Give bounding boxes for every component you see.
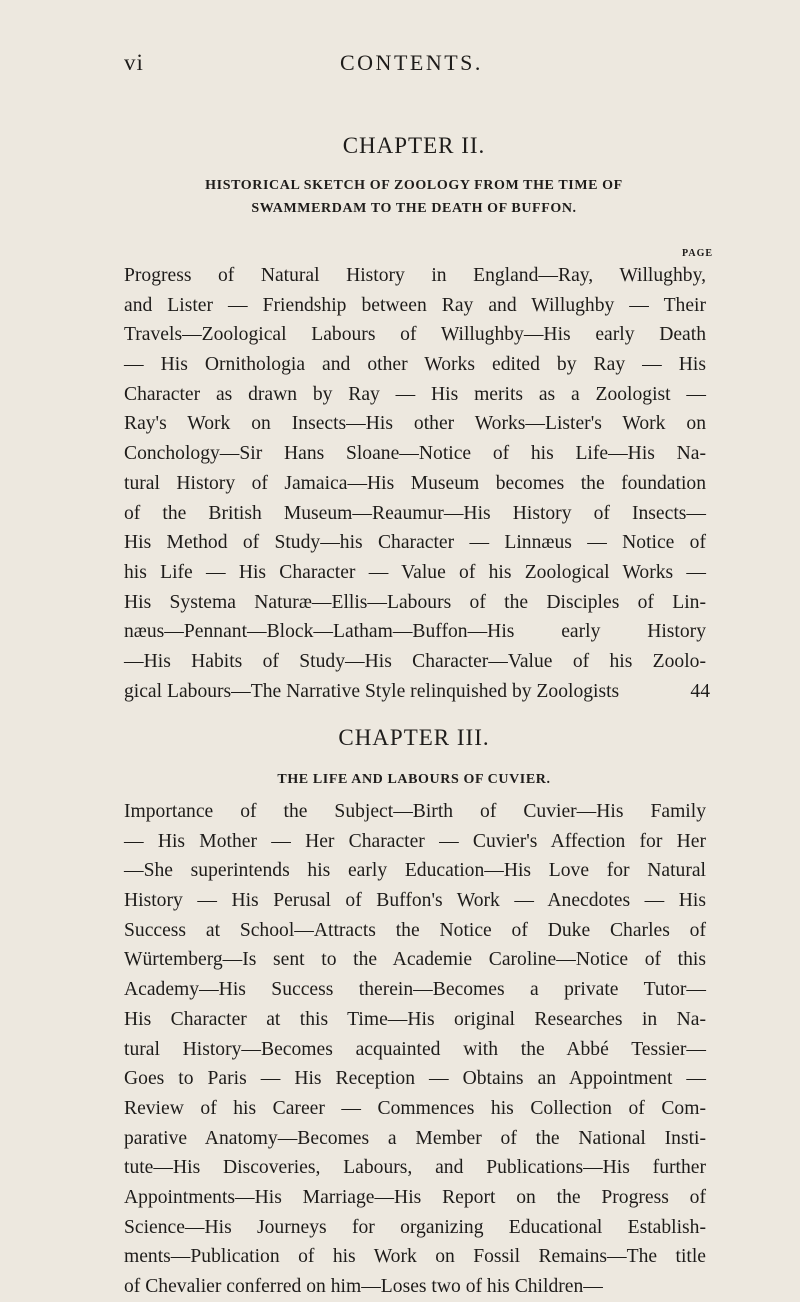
summary-last-line xyxy=(124,677,710,707)
chapter-3-title: CHAPTER III. xyxy=(338,725,490,750)
summary-line: Conchology—Sir Hans Sloane—Notice of his Life—His Na- xyxy=(124,443,706,465)
chapter-2-subtitle-line-2: SWAMMERDAM TO THE DEATH OF BUFFON. xyxy=(251,201,577,216)
page-column-label: PAGE xyxy=(682,248,714,259)
summary-line: tural History of Jamaica—His Museum becomes the foundation xyxy=(124,472,706,494)
summary-line: his Life — His Character — Value of his Zoological Works — xyxy=(124,561,706,583)
running-head xyxy=(124,50,724,90)
summary-line: ments—Publication of his Work on Fossil Remains—The title xyxy=(124,1246,706,1268)
summary-line: of the British Museum—Reaumur—His History of Insects— xyxy=(124,502,706,524)
chapter-3-subtitle: THE LIFE AND LABOURS OF CUVIER. xyxy=(277,772,551,787)
summary-line: — His Ornithologia and other Works edited by Ray — His xyxy=(124,354,706,376)
summary-line: tute—His Discoveries, Labours, and Publications—His further xyxy=(124,1157,706,1179)
summary-line: parative Anatomy—Becomes a Member of the National Insti- xyxy=(124,1127,706,1149)
summary-line: Travels—Zoological Labours of Willughby—His early Death xyxy=(124,324,706,346)
summary-line: —His Habits of Study—His Character—Value of his Zoolo- xyxy=(124,650,706,672)
summary-line: Review of his Career — Commences his Collection of Com- xyxy=(124,1097,706,1119)
summary-line: Würtemberg—Is sent to the Academie Caroline—Notice of this xyxy=(124,949,706,971)
summary-line: Ray's Work on Insects—His other Works—Lister's Work on xyxy=(124,413,706,435)
summary-line: Appointments—His Marriage—His Report on the Progress of xyxy=(124,1186,706,1208)
summary-line: næus—Pennant—Block—Latham—Buffon—His early History xyxy=(124,621,706,643)
summary-line: Importance of the Subject—Birth of Cuvier—His Family xyxy=(124,801,706,822)
summary-line: Science—His Journeys for organizing Educational Establish- xyxy=(124,1216,706,1238)
chapter-2-subtitle-line-1: HISTORICAL SKETCH OF ZOOLOGY FROM THE TIME OF xyxy=(205,178,623,193)
summary-line-text: gical Labours—The Narrative Style relinquished by Zoologists xyxy=(124,680,620,702)
summary-line: and Lister — Friendship between Ray and Willughby — Their xyxy=(124,294,706,316)
chapter-2-title: CHAPTER II. xyxy=(342,133,486,158)
summary-line: Success at School—Attracts the Notice of Duke Charles of xyxy=(124,919,706,941)
summary-line: — His Mother — Her Character — Cuvier's Affection for Her xyxy=(124,830,706,852)
page-number: vi xyxy=(124,50,144,75)
chapter-2-summary xyxy=(124,261,710,706)
running-title: CONTENTS. xyxy=(340,50,483,75)
summary-line: His Systema Naturæ—Ellis—Labours of the Disciples of Lin- xyxy=(124,591,706,613)
summary-line: Character as drawn by Ray — His merits as a Zoologist — xyxy=(124,383,706,405)
summary-line: His Method of Study—his Character — Linnæus — Notice of xyxy=(124,532,706,554)
summary-line: His Character at this Time—His original Researches in Na- xyxy=(124,1008,706,1030)
summary-line: History — His Perusal of Buffon's Work — Anecdotes — His xyxy=(124,890,706,912)
page-reference: 44 xyxy=(690,680,710,702)
summary-line: tural History—Becomes acquainted with the Abbé Tessier— xyxy=(124,1038,706,1060)
summary-line: of Chevalier conferred on him—Loses two of his Children— xyxy=(124,1276,603,1297)
summary-line: —She superintends his early Education—His Love for Natural xyxy=(124,860,706,882)
chapter-3-summary xyxy=(124,797,706,1302)
summary-line: Academy—His Success therein—Becomes a private Tutor— xyxy=(124,979,706,1001)
summary-line: Goes to Paris — His Reception — Obtains an Appointment — xyxy=(124,1068,706,1090)
chapter-2-subtitle xyxy=(124,174,704,220)
summary-line: Progress of Natural History in England—Ray, Willughby, xyxy=(124,265,706,286)
